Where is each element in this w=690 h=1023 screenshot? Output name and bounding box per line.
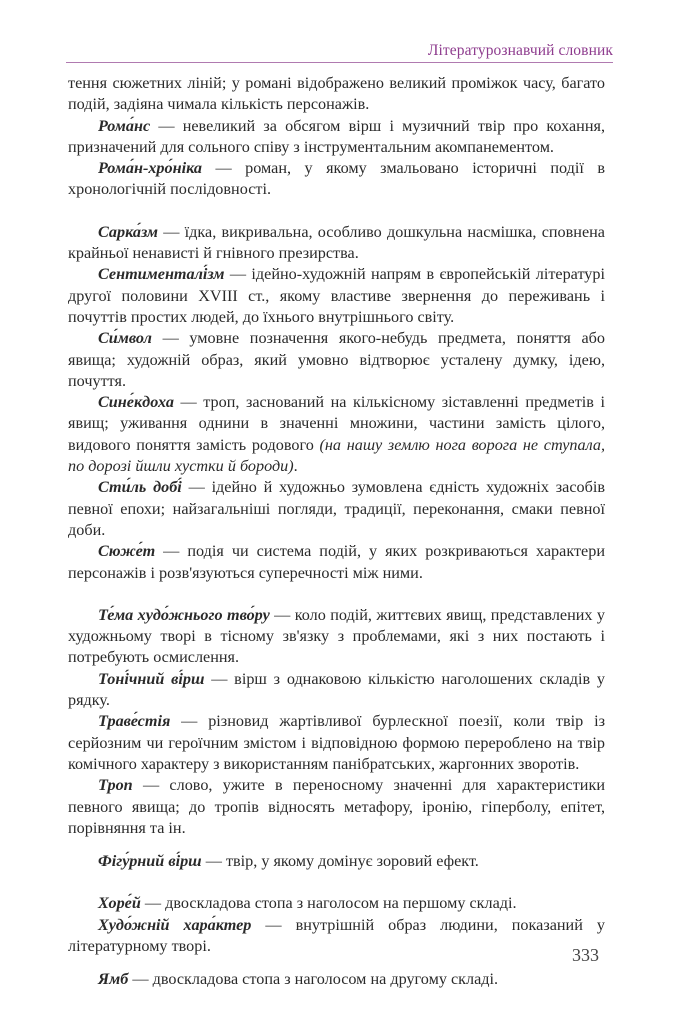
definition-fihurnyi: — твір, у якому домінує зоровий ефект. — [201, 852, 479, 871]
entry-yamb — [68, 969, 605, 990]
term-tema: Те́ма худо́жнього тво́ру — [98, 605, 270, 624]
term-symvol: Си́мвол — [98, 329, 152, 348]
term-sentymentalizm: Сентименталі́зм — [98, 265, 225, 284]
entry-romans — [68, 116, 605, 159]
term-khorei: Хоре́й — [98, 894, 141, 913]
definition-kharakter: — внутрішній образ людини, показаний у літературному творі. — [68, 915, 605, 955]
entry-roman-chronika — [68, 158, 605, 201]
entry-travestiia — [68, 711, 605, 775]
definition-romans: — невеликий за обсягом вірш і музичний твір про кохання, призначений для сольного співу з інструментальним акомпанементом. — [68, 116, 605, 156]
dictionary-content — [68, 73, 605, 991]
entry-tonichnyi — [68, 669, 605, 712]
term-sarkazm: Сарка́зм — [98, 222, 158, 241]
definition-roman-chronika: — роман, у якому змальовано історичні події в хронологічній послідовності. — [68, 159, 605, 199]
definition-symvol: — умовне позначення якого-небудь предмета, поняття або явища; художній образ, який умовно відтворює усталену думку, ідею, почуття. — [68, 329, 605, 390]
term-synekdokha: Сине́кдоха — [98, 393, 174, 412]
entry-siuzhet — [68, 541, 605, 584]
section-gap — [68, 201, 605, 222]
term-trop: Троп — [98, 776, 133, 795]
definition-tema: — коло подій, життєвих явищ, представлених у художньому творі в тісному зв'язку з проблемами, які з них постають і потребують осмислення. — [68, 605, 606, 667]
entry-symvol — [68, 328, 605, 392]
entry-sarkazm — [68, 222, 605, 265]
definition-siuzhet: — подія чи система подій, у яких розкриваються характери персонажів і розв'язуються суперечності між ними. — [68, 542, 605, 582]
definition-tonichnyi: — вірш з однаковою кількістю наголошених складів у рядку. — [68, 669, 605, 710]
term-styl-doby: Сти́ль добі́ — [98, 478, 182, 497]
example-synekdokha: (на нашу землю нога ворога не ступала, по дорозі йшли хустки й бороди) — [68, 435, 606, 476]
term-roman-chronika: Рома́н-хро́ніка — [98, 159, 203, 178]
section-gap — [68, 957, 605, 969]
term-tonichnyi: Тоні́чний ві́рш — [98, 669, 205, 688]
entry-synekdokha — [68, 392, 605, 477]
definition-trop: — слово, ужите в переносному значенні для характеристики певного явища; до тропів відносять метафору, іронію, гіперболу, епітет, порівняння та ін. — [68, 776, 605, 837]
definition-synekdokha-end: . — [293, 457, 298, 476]
term-travestiia: Траве́стія — [98, 712, 171, 731]
entry-sentymentalizm — [68, 264, 605, 328]
definition-sarkazm: — їдка, викривальна, особливо дошкульна насмішка, сповнена крайньої ненависті й гнівного презирства. — [68, 222, 605, 263]
entry-styl-doby — [68, 477, 605, 541]
page-number: 333 — [572, 945, 599, 965]
definition-sentymentalizm: — ідейно-художній напрям в європейській літературі другої половини XVIII ст., якому властиве звернення до переживань і почуттів простих людей, до їхнього внутрішнього світу. — [68, 265, 605, 326]
definition-styl-doby: — ідейно й художньо зумовлена єдність художніх засобів певної епохи; найзагальніші погляди, традиції, переконання, смаки певної доби. — [68, 478, 605, 539]
running-header — [66, 40, 613, 63]
entry-kharakter — [68, 915, 605, 958]
definition-travestiia: — різновид жартівливої бурлескної поезії, коли твір із серйозним чи героїчним змістом і відповідною формою перероблено на твір комічного характеру з використанням панібратських, жаргонних зворотів. — [68, 712, 605, 773]
section-gap — [68, 839, 605, 851]
section-gap — [68, 584, 605, 605]
definition-yamb: — двоскладова стопа з наголосом на другому складі. — [128, 970, 499, 989]
entry-fihurnyi — [68, 851, 605, 872]
entry-tema — [68, 605, 605, 669]
definition-khorei: — двоскладова стопа з наголосом на першому складі. — [140, 894, 517, 913]
entry-trop — [68, 775, 605, 839]
section-gap — [68, 872, 605, 893]
term-romans: Рома́нс — [98, 116, 151, 135]
term-fihurnyi: Фігу́рний ві́рш — [98, 852, 202, 871]
term-siuzhet: Сюже́т — [98, 542, 156, 561]
definition-synekdokha: — троп, заснований на кількісному зіставленні предметів і явищ; уживання однини в значенні множини, частини замість цілого, видового поняття замість родового — [68, 393, 605, 454]
term-kharakter: Худо́жній хара́ктер — [98, 915, 252, 934]
entry-khorei — [68, 893, 605, 914]
term-yamb: Ямб — [98, 970, 129, 989]
entry-continuation: тення сюжетних ліній; у романі відображено великий проміжок часу, багато подій, задіяна чимала кількість персонажів. — [68, 74, 605, 114]
header-title: Літературознавчий словник — [427, 42, 613, 59]
